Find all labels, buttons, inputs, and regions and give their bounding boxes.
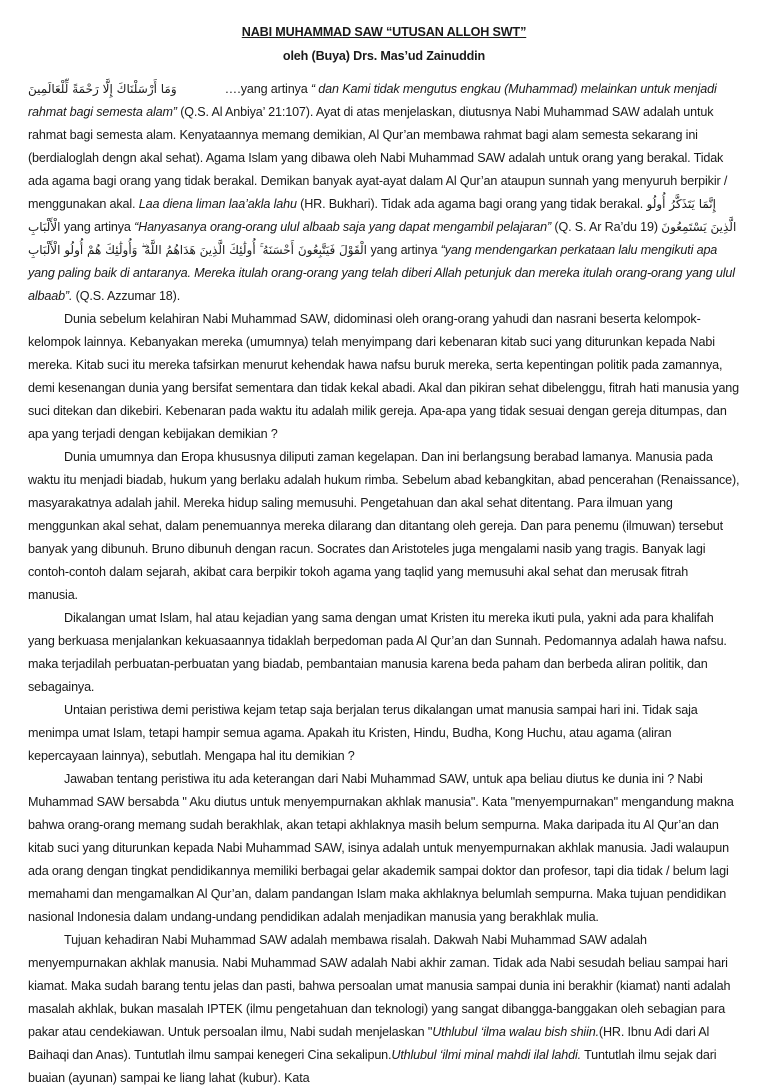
text-segment: Tuntutlah ilmu sejak dari buaian (ayunan) sampai ke liang lahat (kubur). Kata (28, 1048, 717, 1085)
arabic-verse-zumar: الَّذِينَ يَسْتَمِعُونَ الْقَوْلَ فَيَتَّبِعُونَ أَحْسَنَهُ ۚ أُولَٰئِكَ الَّذِينَ هَدَاهُمُ اللَّهُ ۖ وَأُولَٰئِكَ هُمْ أُولُو الْأَلْبَابِ (28, 220, 737, 257)
paragraph-cruel-events: Untaian peristiwa demi peristiwa kejam tetap saja berjalan terus dikalangan umat manusia sampai hari ini. Tidak saja menimpa umat Islam, tetapi hampir semua agama. Apakah itu Kristen, Hindu, Budha, Kong Huchu, atau agama (aliran kepercayaan lainnya), sebutlah. Mengapa hal itu demikian ? (28, 703, 698, 763)
quote-hadith-akal: Laa diena liman laa’akla lahu (138, 197, 297, 211)
paragraph-risalah (28, 929, 740, 1090)
arabic-verse-anbiya: وَمَا أَرْسَلْنَاكَ إِلَّا رَحْمَةً لِّلْعَالَمِينَ (28, 82, 177, 96)
document-title: NABI MUHAMMAD SAW “UTUSAN ALLOH SWT” (241, 25, 527, 39)
text-segment: (HR. Ibnu Adi dari Al Baihaqi dan Anas). Tuntutlah ilmu sampai kenegeri Cina sekalipun. (28, 1025, 710, 1062)
text-segment: (HR. Bukhari). Tidak ada agama bagi orang yang tidak berakal. (296, 197, 647, 211)
paragraph-muslim-rulers: Dikalangan umat Islam, hal atau kejadian yang sama dengan umat Kristen itu mereka ikuti pula, yakni ada para khalifah yang berkuasa menjalankan kekuasaannya tidaklah berpedoman pada Al Qur’an dan Sunnah. Pedomannya adalah hawa nafsu. maka terjadilah perbuatan-perbuatan yang biadab, pembantaian manusia karena beda paham dan berbeda aliran politik, dan sebagainya. (28, 611, 727, 694)
text-segment: (Q. S. Ar Ra’du 19) (551, 220, 662, 234)
document-author: oleh (Buya) Drs. Mas’ud Zainuddin (282, 49, 486, 63)
paragraph-dark-ages: Dunia umumnya dan Eropa khususnya diliputi zaman kegelapan. Dan ini berlangsung berabad lamanya. Manusia pada waktu itu menjadi biadab, hukum yang berlaku adalah hukum rimba. Sebelum abad kebangkitan, abad pencerahan (Renaissance), masyarakatnya adalah jahil. Mereka hidup saling memusuhi. Pengetahuan dan akal sehat ditentang. Para ilmuan yang menggunkan akal sehat, dalam penemuannya mereka dilarang dan ditantang oleh gereja. Dan para penemu (ilmuwan) tersebut banyak yang dibunuh. Bruno dibunuh dengan racun. Socrates dan Aristoteles juga mengalami nasib yang tragis. Banyak lagi contoh-contoh dalam sejarah, akibat cara berpikir tokoh agama yang taqlid yang memusuhi akal sehat dan merusak fitrah manusia. (28, 450, 740, 602)
text-segment: yang artinya (60, 220, 135, 234)
quote-rad: “Hanyasanya orang-orang ulul albaab saja yang dapat mengambil pelajaran” (134, 220, 552, 234)
quote-hadith-cradle: Uthlubul ‘ilmi minal mahdi ilal lahdi. (391, 1048, 581, 1062)
paragraph-intro (28, 78, 740, 308)
quote-anbiya: “ dan Kami tidak mengutus engkau (Muhammad) melainkan untuk menjadi rahmat bagi semesta alam” (28, 82, 717, 119)
paragraph-akhlak: Jawaban tentang peristiwa itu ada keterangan dari Nabi Muhammad SAW, untuk apa beliau diutus ke dunia ini ? Nabi Muhammad SAW bersabda " Aku diutus untuk menyempurnakan akhlak manusia". Kata "menyempurnakan" mengandung makna bahwa orang-orang memang sudah berakhlak, akan tetapi akhlaknya masih belum sempurna. Maka daripada itu Al Qur’an dan kitab suci yang diturunkan kepada Nabi Muhammad SAW, isinya adalah untuk menyempurnakan akhlak manusia. Jadi walaupun ada orang dengan tingkat pendidikannya memiliki berbagai gelar akademik sampai doktor dan profesor, tapi dia tidak / belum lagi memahami dan mengamalkan Al Qur’an, dalam pandangan Islam maka akhlaknya belumlah sempurna. Maka tujuan pendidikan nasional Indonesia dalam undang-undang pendidikan adalah menjadikan manusia yang berakhlak mulia. (28, 772, 734, 924)
text-segment: yang artinya (367, 243, 441, 257)
paragraph-pre-islam-world: Dunia sebelum kelahiran Nabi Muhammad SAW, didominasi oleh orang-orang yahudi dan nasrani beserta kelompok-kelompok lainnya. Kebanyakan mereka (umumnya) telah menyimpang dari kebenaran kitab suci yang diturunkan kepada Nabi mereka. Kitab suci itu mereka tafsirkan menurut kehendak hawa nafsu buruk mereka, serta kepentingan politik pada zamannya, demi kesenangan dunia yang bersifat sementara dan tidak kekal abadi. Akal dan pikiran sehat dibelenggu, fitrah hati manusia yang suci ditekan dan dikebiri. Kebenaran pada waktu itu adalah milik gereja. Apa-apa yang tidak sesuai dengan gereja ditumpas, dan apa yang terjadi dengan kebijakan demikian ? (28, 312, 740, 441)
quote-zumar: “yang mendengarkan perkataan lalu mengikuti apa yang paling baik di antaranya. Mereka itulah orang-orang yang telah diberi Allah petunjuk dan mereka itulah orang-orang yang ulul albaab”. (28, 243, 735, 303)
text-segment: ….yang artinya (224, 82, 311, 96)
arabic-verse-rad: إِنَّمَا يَتَذَكَّرُ أُولُو الْأَلْبَابِ (28, 197, 716, 234)
text-segment: (Q.S. Azzumar 18). (72, 289, 181, 303)
text-segment: (Q.S. Al Anbiya’ 21:107). Ayat di atas menjelaskan, diutusnya Nabi Muhammad SAW adalah untuk rahmat bagi semesta alam. Kenyataannya memang demikian, Al Qur’an membawa rahmat bagi alam semesta sekarang ini (berdialoglah dengn akal sehat). Agama Islam yang dibawa oleh Nabi Muhammad SAW adalah untuk orang yang berakal. Tidak ada agama bagi orang yang tidak berakal. Demikan banyak ayat-ayat dalam Al Qur’an ataupun sunnah yang menyuruh berpikir / menggunakan akal. (28, 105, 728, 211)
quote-hadith-china: Uthlubul ‘ilma walau bish shiin. (432, 1025, 599, 1039)
text-segment: Tujuan kehadiran Nabi Muhammad SAW adalah membawa risalah. Dakwah Nabi Muhammad SAW adalah menyempurnakan akhlak manusia. Nabi Muhammad SAW adalah Nabi akhir zaman. Tidak ada Nabi sesudah beliau sampai hari kiamat. Maka sudah barang tentu jelas dan pasti, bahwa persoalan umat manusia sampai dunia ini berakhir (kiamat) nanti adalah masalah akhlak, bukan masalah IPTEK (ilmu pengetahuan dan teknologi) yang sangat dibangga-banggakan oleh sebagian para pakar atau cendekiawan. Untuk persoalan ilmu, Nabi sudah menjelaskan " (28, 933, 731, 1039)
